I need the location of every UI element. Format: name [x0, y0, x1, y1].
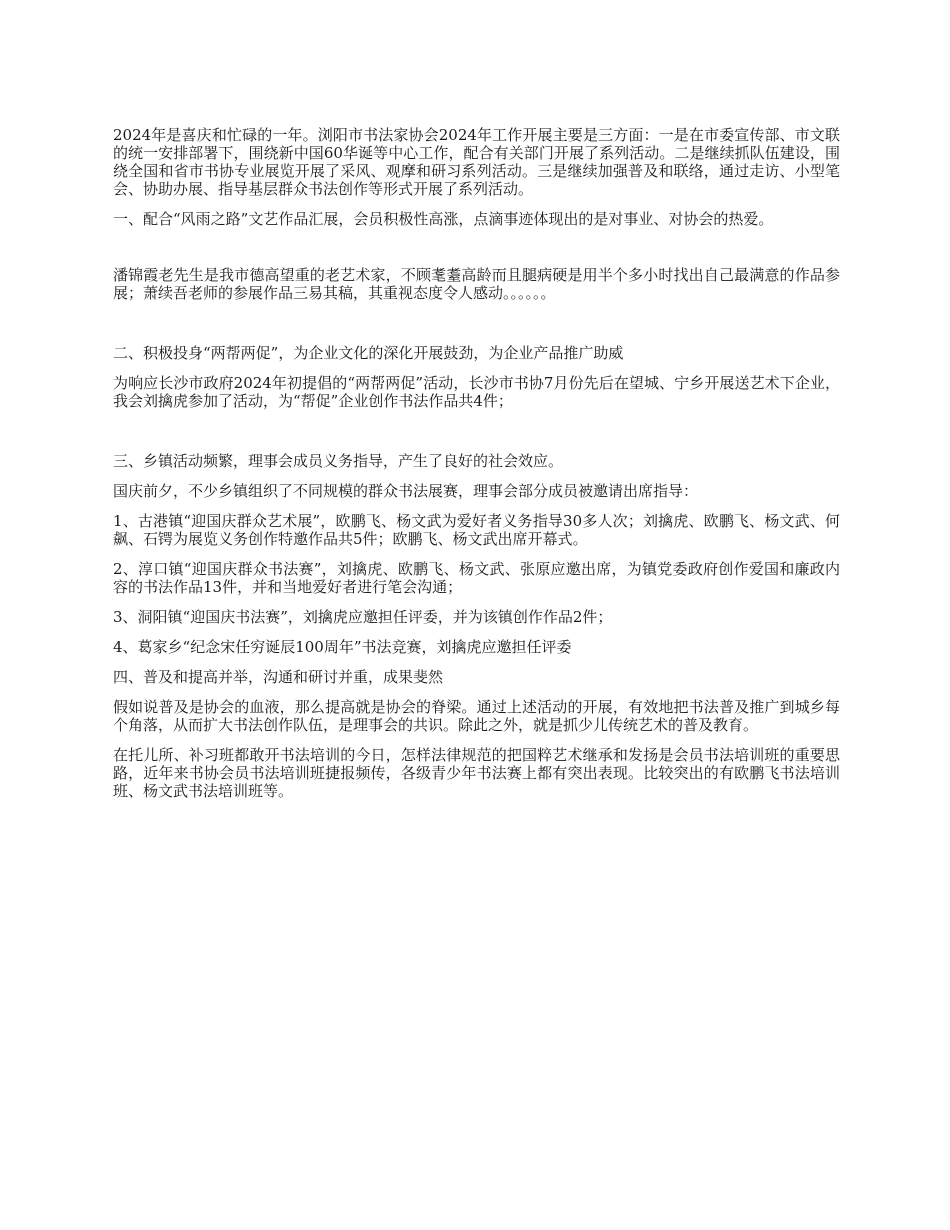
list-item-1: 1、古港镇“迎国庆群众艺术展”，欧鹏飞、杨文武为爱好者义务指导30多人次；刘擒虎、欧鹏飞、杨文武、何飙、石锷为展览义务创作特邀作品共5件；欧鹏飞、杨文武出席开幕式。 [113, 512, 840, 548]
section-three-intro: 国庆前夕，不少乡镇组织了不同规模的群众书法展赛，理事会部分成员被邀请出席指导： [113, 482, 699, 500]
section-four-body-2: 在托儿所、补习班都敢开书法培训的今日，怎样法律规范的把国粹艺术继承和发扬是会员书法培训班的重要思路，近年来书协会员书法培训班捷报频传，各级青少年书法赛上都有突出表现。比较突出的有欧鹏飞书法培训班、杨文武书法培训班等。 [113, 746, 840, 800]
section-two-body: 为响应长沙市政府2024年初提倡的“两帮两促”活动，长沙市书协7月份先后在望城、宁乡开展送艺术下企业，我会刘擒虎参加了活动，为“帮促”企业创作书法作品共4件； [113, 374, 840, 410]
blank-line [113, 422, 840, 452]
list-item-3: 3、洞阳镇“迎国庆书法赛”，刘擒虎应邀担任评委，并为该镇创作作品2件； [113, 608, 613, 626]
list-item-4: 4、葛家乡“纪念宋任穷诞辰100周年”书法竞赛，刘擒虎应邀担任评委 [113, 638, 572, 656]
document-page [113, 126, 840, 812]
blank-line [113, 240, 840, 266]
section-three-heading: 三、乡镇活动频繁，理事会成员义务指导，产生了良好的社会效应。 [113, 452, 564, 470]
blank-line [113, 314, 840, 344]
section-one-heading: 一、配合“风雨之路”文艺作品汇展，会员积极性高涨，点滴事迹体现出的是对事业、对协会的热爱。 [113, 210, 774, 228]
section-one-body: 潘锦霞老先生是我市德高望重的老艺术家，不顾耄耋高龄而且腿病硬是用半个多小时找出自己最满意的作品参展；萧续吾老师的参展作品三易其稿，其重视态度令人感动。。。。。。 [113, 266, 840, 302]
section-two-heading: 二、积极投身“两帮两促”，为企业文化的深化开展鼓劲，为企业产品推广助威 [113, 344, 624, 362]
list-item-2: 2、淳口镇“迎国庆群众书法赛”，刘擒虎、欧鹏飞、杨文武、张原应邀出席，为镇党委政府创作爱国和廉政内容的书法作品13件，并和当地爱好者进行笔会沟通； [113, 560, 840, 596]
intro-paragraph: 2024年是喜庆和忙碌的一年。浏阳市书法家协会2024年工作开展主要是三方面：一是在市委宣传部、市文联的统一安排部署下，围绕新中国60华诞等中心工作，配合有关部门开展了系列活动。二是继续抓队伍建设，围绕全国和省市书协专业展览开展了采风、观摩和研习系列活动。三是继续加强普及和联络，通过走访、小型笔会、协助办展、指导基层群众书法创作等形式开展了系列活动。 [113, 126, 840, 198]
section-four-body-1: 假如说普及是协会的血液，那么提高就是协会的脊梁。通过上述活动的开展，有效地把书法普及推广到城乡每个角落，从而扩大书法创作队伍，是理事会的共识。除此之外，就是抓少儿传统艺术的普及教育。 [113, 698, 840, 734]
section-four-heading: 四、普及和提高并举，沟通和研讨并重，成果斐然 [113, 668, 444, 686]
